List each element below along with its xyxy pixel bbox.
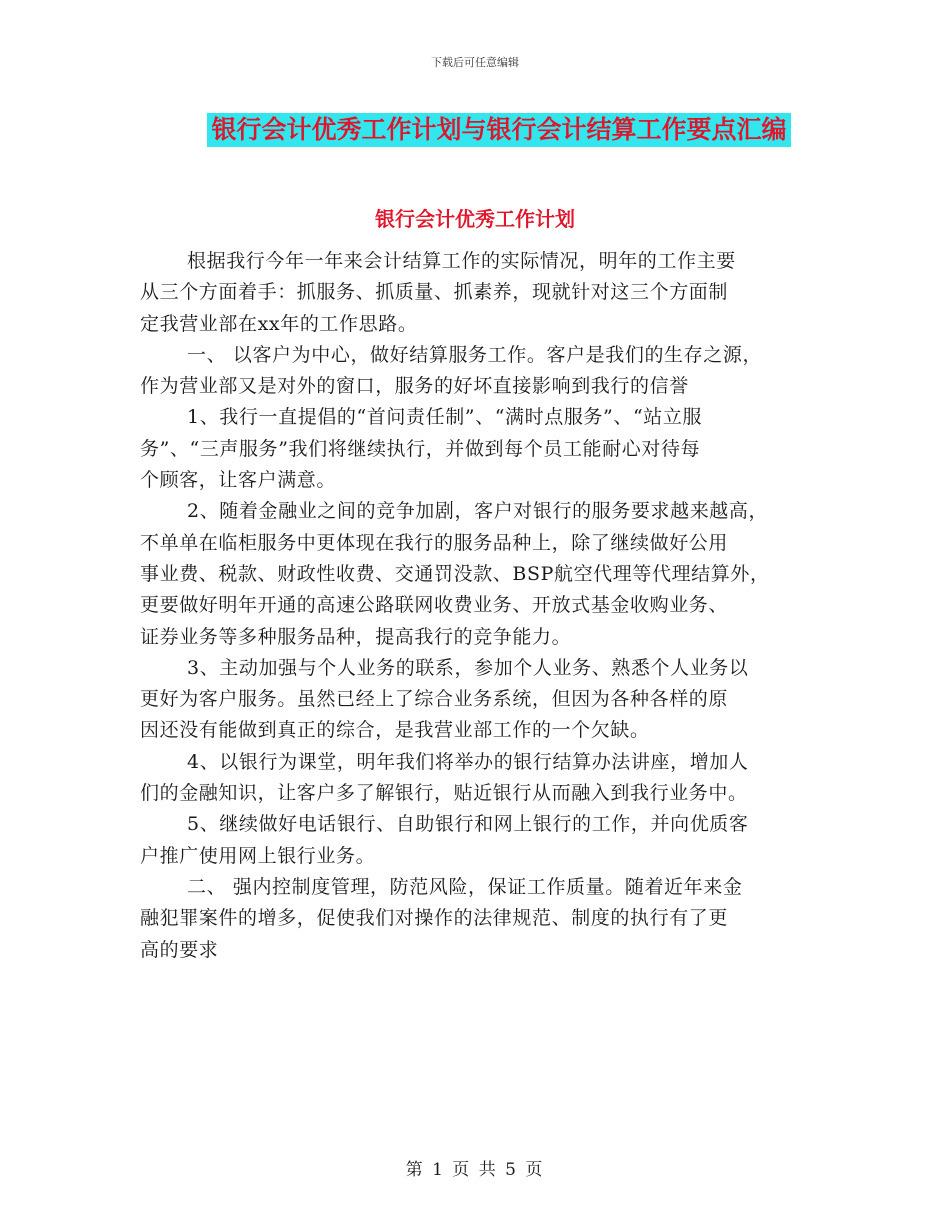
document-title: 银行会计优秀工作计划与银行会计结算工作要点汇编 bbox=[207, 113, 790, 147]
header-note: 下载后可任意编辑 bbox=[431, 56, 519, 69]
body-line: 事业费、税款、财政性收费、交通罚没款、BSP航空代理等代理结算外， bbox=[140, 562, 770, 585]
body-line: 从三个方面着手：抓服务、抓质量、抓素养，现就针对这三个方面制 bbox=[140, 281, 729, 304]
body-line: 作为营业部又是对外的窗口，服务的好坏直接影响到我行的信誉 bbox=[140, 375, 689, 398]
body-line: 一、 以客户为中心，做好结算服务工作。客户是我们的生存之源， bbox=[187, 343, 763, 366]
body-line: 融犯罪案件的增多，促使我们对操作的法律规范、制度的执行有了更 bbox=[140, 907, 729, 930]
body-line: 务”、“三声服务”我们将继续执行，并做到每个员工能耐心对待每 bbox=[140, 437, 701, 460]
body-line: 因还没有能做到真正的综合，是我营业部工作的一个欠缺。 bbox=[140, 719, 650, 742]
body-line: 证券业务等多种服务品种，提高我行的竞争能力。 bbox=[140, 625, 572, 648]
document-body bbox=[140, 246, 820, 966]
body-line: 更好为客户服务。虽然已经上了综合业务系统，但因为各种各样的原 bbox=[140, 688, 729, 711]
main-title-container bbox=[0, 113, 950, 147]
section-title: 银行会计优秀工作计划 bbox=[375, 207, 575, 231]
body-line: 二、 强内控制度管理，防范风险，保证工作质量。随着近年来金 bbox=[187, 875, 743, 898]
body-line: 2、随着金融业之间的竞争加剧，客户对银行的服务要求越来越高， bbox=[187, 500, 769, 523]
body-line: 个顾客，让客户满意。 bbox=[140, 469, 337, 492]
body-line: 根据我行今年一年来会计结算工作的实际情况，明年的工作主要 bbox=[187, 250, 736, 272]
page-number: 第 1 页 共 5 页 bbox=[405, 1160, 545, 1180]
body-line: 3、主动加强与个人业务的联系，参加个人业务、熟悉个人业务以 bbox=[187, 656, 749, 679]
body-line: 更要做好明年开通的高速公路联网收费业务、开放式基金收购业务、 bbox=[140, 594, 729, 617]
body-line: 4、以银行为课堂，明年我们将举办的银行结算办法讲座，增加人 bbox=[187, 750, 749, 773]
body-line: 高的要求 bbox=[140, 938, 219, 961]
body-line: 5、继续做好电话银行、自助银行和网上银行的工作，并向优质客 bbox=[187, 813, 749, 836]
body-line: 不单单在临柜服务中更体现在我行的服务品种上，除了继续做好公用 bbox=[140, 531, 729, 554]
body-line: 户推广使用网上银行业务。 bbox=[140, 844, 376, 867]
body-line: 定我营业部在xx年的工作思路。 bbox=[140, 312, 418, 335]
body-line: 们的金融知识，让客户多了解银行，贴近银行从而融入到我行业务中。 bbox=[140, 782, 748, 805]
body-line: 1、我行一直提倡的“首问责任制”、“满时点服务”、“站立服 bbox=[187, 406, 703, 429]
